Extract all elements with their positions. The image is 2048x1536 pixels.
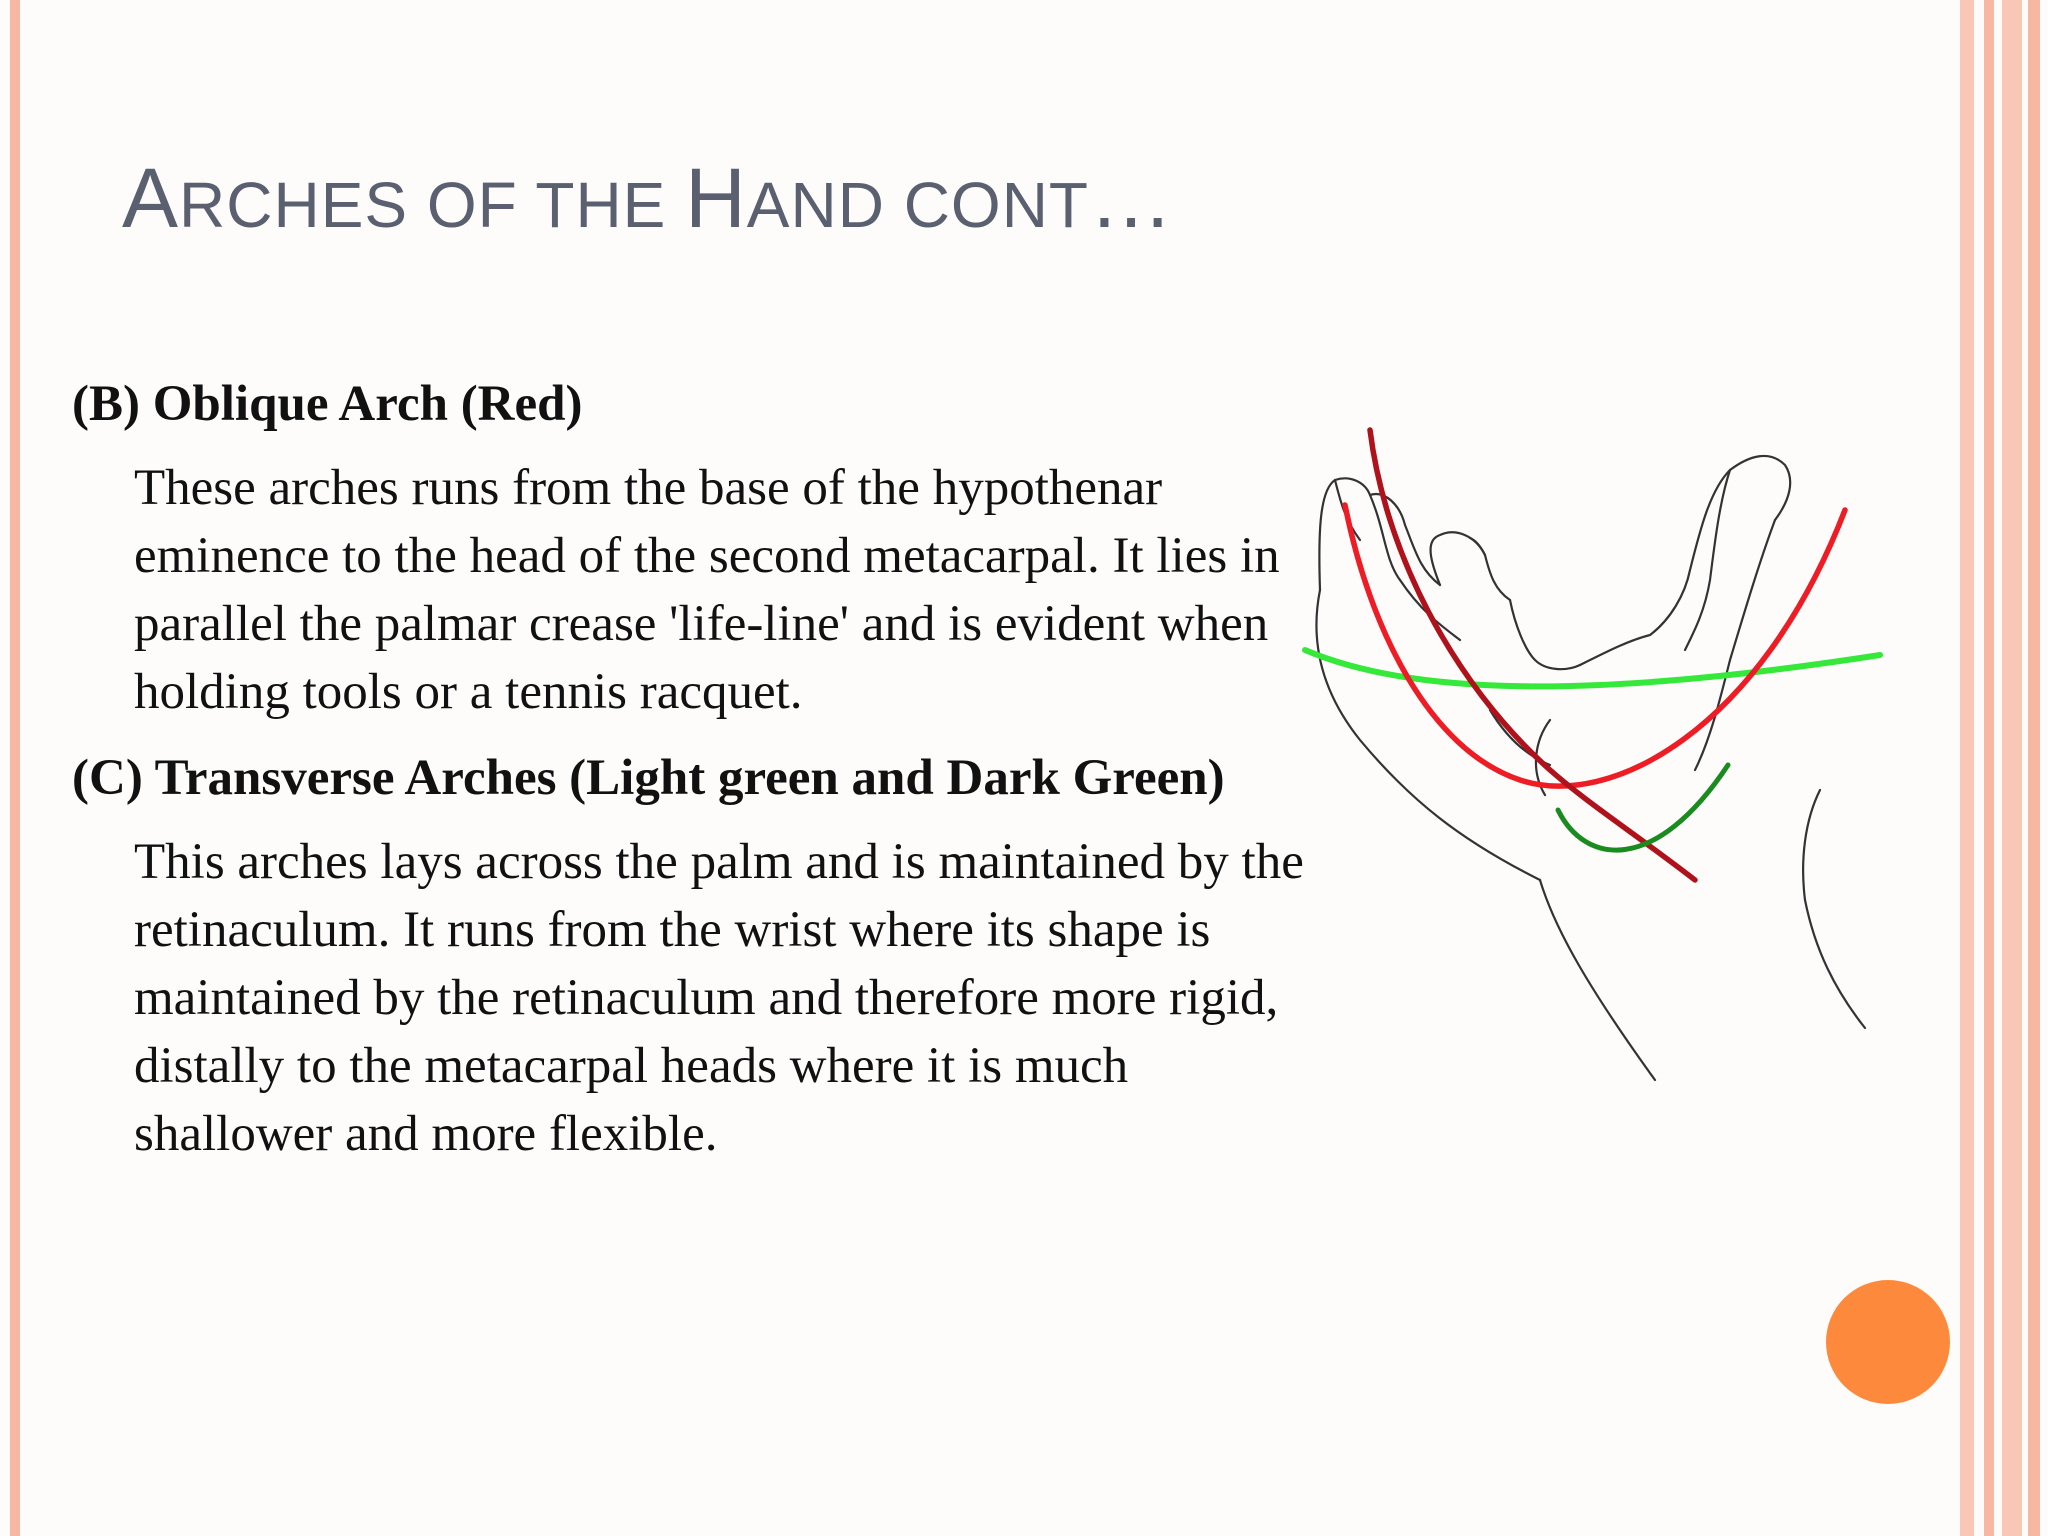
thumb-web — [1803, 790, 1820, 900]
section-text-transverse-arches: This arches lays across the palm and is maintained by the retinaculum. It runs from the wrist where its shape is maintained by the retinaculum and therefore more rigid, distally to the metacarpal heads where it is much shallower and more flexible. — [134, 834, 1304, 1162]
section-heading-oblique-arch: (B) Oblique Arch (Red) — [72, 376, 583, 432]
title-part: A — [122, 151, 180, 245]
slide-body — [72, 370, 1312, 1186]
title-part: AND CONT — [746, 169, 1090, 241]
hand-arches-diagram — [1290, 410, 1910, 1110]
section-heading-transverse-arches: (C) Transverse Arches (Light green and Dark Green) — [72, 750, 1225, 806]
title-part: … — [1089, 151, 1175, 245]
section-text-oblique-arch: These arches runs from the base of the hypothenar eminence to the head of the second metacarpal. It lies in parallel the palmar crease 'life-line' and is evident when holding tools or a tennis racquet. — [134, 460, 1280, 720]
right-border-stripe — [1960, 0, 1974, 1536]
right-border-stripe — [2002, 0, 2022, 1536]
thumb-outline — [1580, 456, 1790, 665]
index-finger-outline — [1510, 600, 1580, 669]
right-border-stripe — [2028, 0, 2040, 1536]
transverse-arch-light-green — [1305, 650, 1880, 686]
slide-title — [122, 150, 1174, 247]
oblique-arch-red — [1345, 505, 1845, 786]
oblique-arch-dark-red — [1370, 430, 1695, 880]
ring-finger-outline — [1370, 494, 1440, 585]
hand-outline-wrist — [1540, 880, 1655, 1080]
hand-outline-thumb-base — [1805, 900, 1865, 1028]
right-border-stripe — [1984, 0, 1994, 1536]
title-part: RCHES OF THE — [179, 169, 686, 241]
transverse-arch-dark-green — [1558, 765, 1728, 850]
left-border-stripe — [10, 0, 20, 1536]
title-part: H — [685, 151, 747, 245]
middle-finger-outline — [1431, 532, 1510, 600]
thumb-outer-outline — [1695, 520, 1775, 770]
hand-outline-ulnar — [1316, 590, 1540, 880]
decorative-dot — [1826, 1280, 1950, 1404]
